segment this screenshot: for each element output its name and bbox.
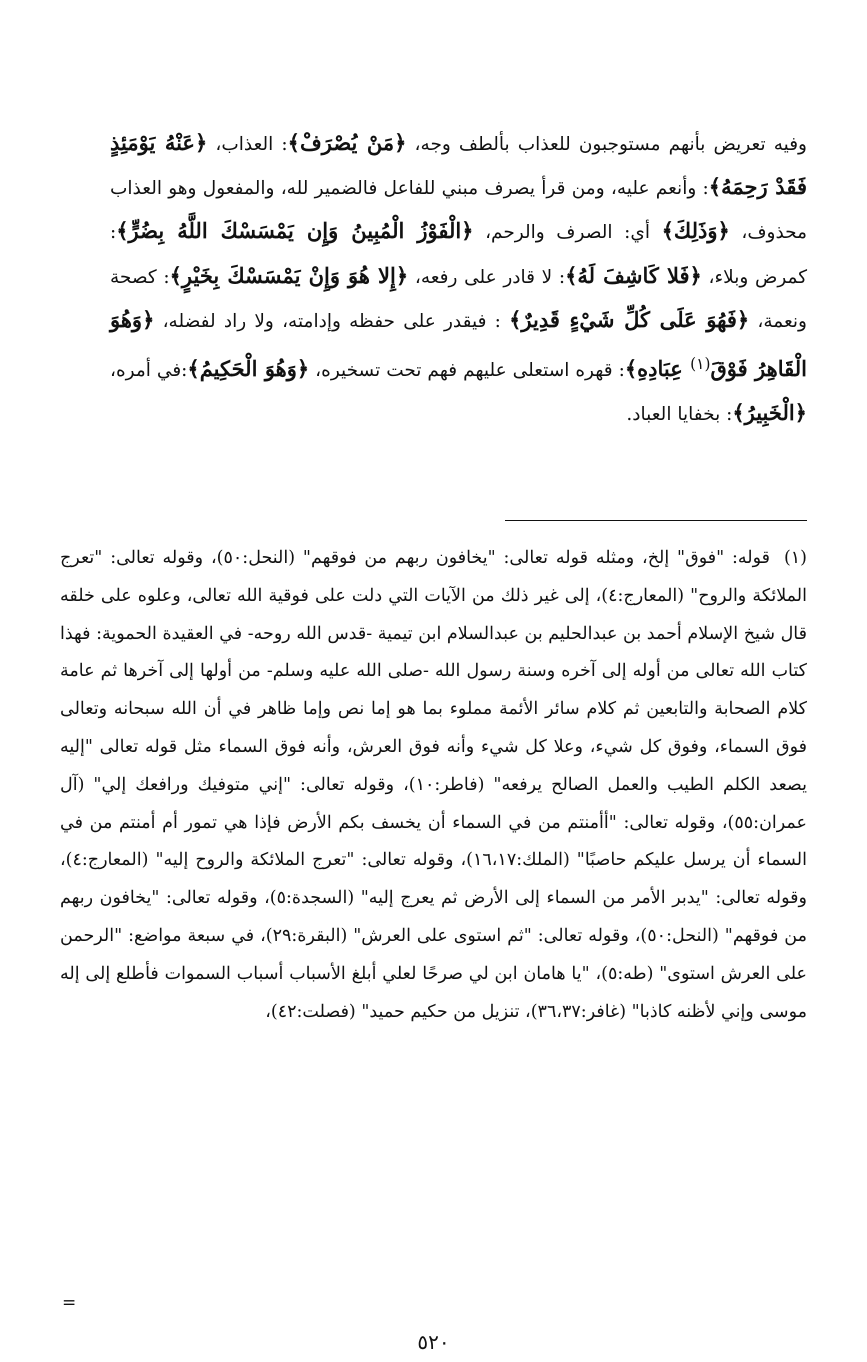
text-run: أي: الصرف والرحم،: [473, 222, 662, 244]
footnote-text: قوله: "فوق" إلخ، ومثله قوله تعالى: "يخافون ربهم من فوقهم" (النحل:٥٠)، وقوله تعالى: "تعرج الملائكة والروح" (المعارج:٤)، إلى غير ذلك من الآيات التي دلت على فوقية الله تعالى، وعلوه على خلقه قال شيخ الإسلام أحمد بن عبدالحليم بن عبدالسلام ابن تيمية -قدس الله روحه- في العقيدة الحموية: فهذا كتاب الله تعالى من أوله إلى آخره وسنة رسول الله -صلى الله عليه وسلم- من أولها إلى آخرها ثم عامة كلام الصحابة والتابعين ثم كلام سائر الأئمة مملوء بما هو إما نص وإما ظاهر في أن الله سبحانه وتعالى فوق السماء، وفوق كل شيء، وعلا كل شيء وأنه فوق العرش، وأنه فوق السماء مثل قوله تعالى "إليه يصعد الكلم الطيب والعمل الصالح يرفعه" (فاطر:١٠)، وقوله تعالى: "إني متوفيك ورافعك إلي" (آل عمران:٥٥)، وقوله تعالى: "أأمنتم من في السماء أن يخسف بكم الأرض فإذا هي تمور أم أمنتم من في السماء أن يرسل عليكم حاصبًا" (الملك:١٦،١٧)، وقوله تعالى: "تعرج الملائكة والروح إليه" (المعارج:٤)، وقوله تعالى: "يدبر الأمر من السماء إلى الأرض ثم يعرج إليه" (السجدة:٥)، وقوله تعالى: "يخافون ربهم من فوقهم" (النحل:٥٠)، وقوله تعالى: "ثم استوى على العرش" (البقرة:٢٩)، في سبعة مواضع: "الرحمن على العرش استوى" (طه:٥)، "يا هامان ابن لي صرحًا لعلي أبلغ الأسباب أسباب السموات فأطلع إلى إله موسى وإني لأظنه كاذبا" (غافر:٣٦،٣٧)، تنزيل من حكيم حميد" (فصلت:٤٢)،: [60, 548, 807, 1022]
main-text: [110, 122, 807, 437]
footnotes-section: [60, 540, 807, 1313]
quran-quote: ﴿وَهُوَ الْحَكِيمُ﴾: [187, 356, 310, 382]
text-run: : العذاب،: [207, 134, 288, 155]
footnote-marker: (١): [783, 548, 807, 568]
text-run: : كصحة ونعمة،: [110, 266, 807, 332]
text-run: : لا قادر على رفعه،: [408, 266, 566, 288]
quran-quote: ﴿وَذَلِكَ﴾: [661, 218, 730, 244]
quran-quote: ﴿مَنْ يُصْرَفْ﴾: [287, 130, 407, 155]
quran-quote: ﴿فَلا كَاشِفَ لَهُ﴾: [565, 262, 702, 288]
quran-quote: ﴿الْفَوْزُ الْمُبِينُ وَإِن يَمْسَسْكَ اللَّهُ بِضُرٍّ﴾: [116, 218, 474, 244]
quran-quote: ﴿الْخَبِيرُ﴾: [732, 400, 807, 426]
quran-quote: ﴿وَهُوَ الْقَاهِرُ فَوْقَ: [110, 306, 807, 382]
text-run: وفيه تعريض بأنهم مستوجبون للعذاب بألطف وجه،: [406, 134, 807, 155]
text-run: :في أمره،: [110, 360, 188, 382]
text-run: : بخفايا العباد.: [626, 404, 733, 426]
footnote-reference[interactable]: (١): [690, 355, 711, 374]
text-run: : وأنعم عليه، ومن قرأ يصرف مبني للفاعل فالضمير لله، والمفعول وهو العذاب محذوف،: [110, 178, 808, 244]
quran-quote: ﴿عَنْهُ يَوْمَئِذٍ فَقَدْ رَحِمَهُ﴾: [110, 130, 807, 200]
footnote-separator: [505, 520, 807, 521]
quran-quote: ﴿إِلا هُوَ وَإِنْ يَمْسَسْكَ بِخَيْرٍ﴾: [169, 262, 409, 288]
footnote-body: [60, 540, 807, 1031]
page-number: ٥٢٠: [417, 1330, 450, 1354]
quran-quote: ﴿فَهُوَ عَلَى كُلِّ شَيْءٍ قَدِيرٌ﴾: [509, 306, 750, 332]
text-run: : كمرض وبلاء،: [110, 222, 808, 288]
quran-quote: عِبَادِهِ﴾: [624, 356, 691, 382]
continuation-mark: =: [62, 1293, 77, 1313]
text-run: : فيقدر على حفظه وإدامته، ولا راد لفضله،: [154, 310, 510, 332]
text-run: : قهره استعلى عليهم فهم تحت تسخيره،: [309, 360, 625, 382]
